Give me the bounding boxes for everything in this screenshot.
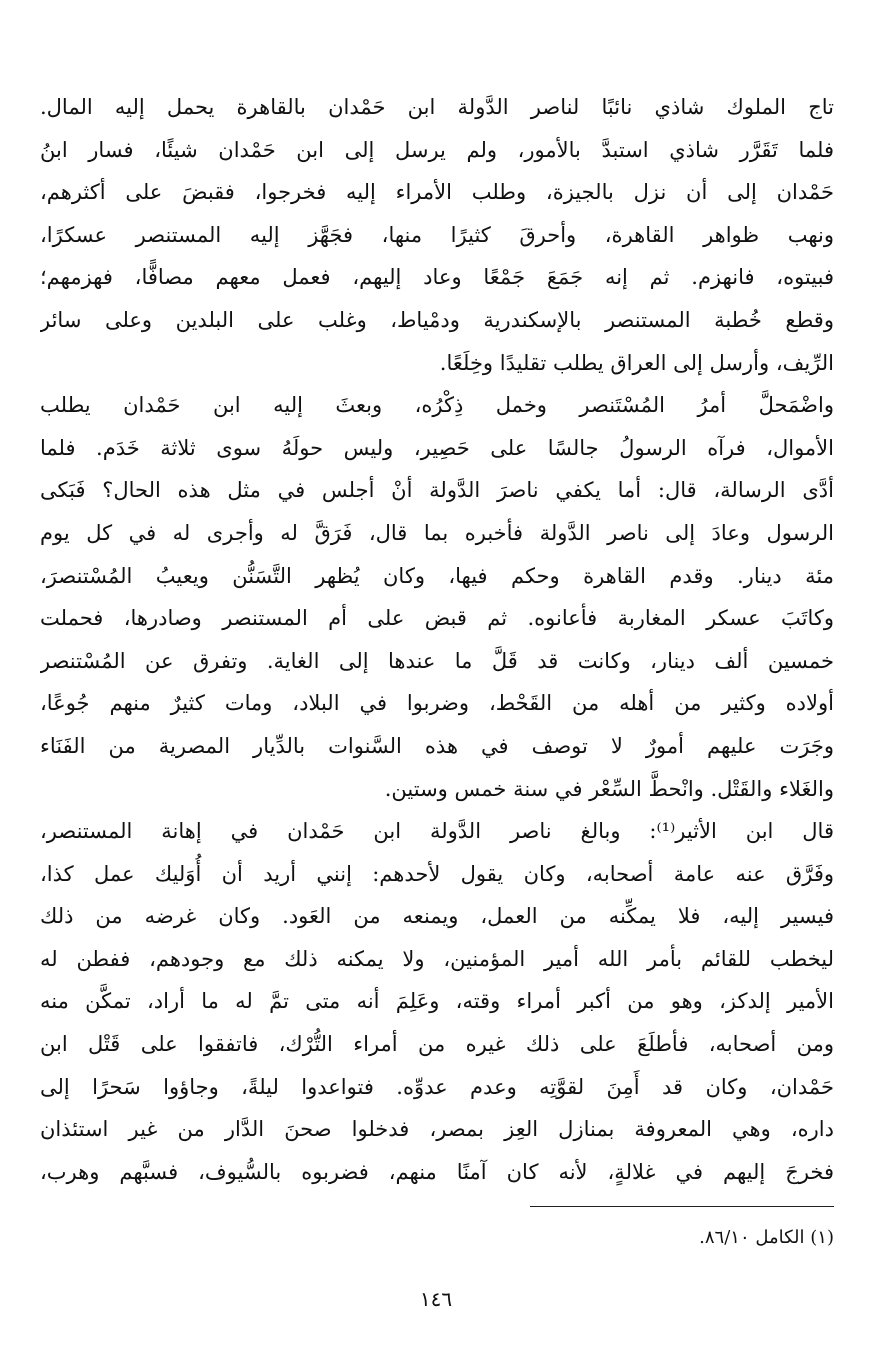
text-line: وكاتَبَ عسكر المغاربة فأعانوه. ثم قبض على أم المستنصر وصادرها، فحملت [40, 606, 834, 631]
text-line: الأموال، فرآه الرسولُ جالسًا على حَصِير، وليس حولَهُ سوى ثلاثة خَدَم. فلما [40, 435, 834, 460]
text-line: حَمْدان، وكان قد أَمِنَ لقوَّتِه وعدم عدوِّه. فتواعدوا ليلةً، وجاؤوا سَحرًا إلى [40, 1074, 834, 1099]
text-line: ومن أصحابه، فأطلَعَ على ذلك غيره من أمراء التُّرْك، فاتفقوا على قَتْل ابن [40, 1032, 834, 1057]
text-line: فبيتوه، فانهزم. ثم إنه جَمَعَ جَمْعًا وعاد إليهم، فعمل معهم مصافًّا، فهزمهم؛ [40, 265, 834, 290]
text-line: وقطع خُطبة المستنصر بالإسكندرية ودمْياط، وغلب على البلدين وعلى سائر [40, 307, 834, 332]
text-line: تاج الملوك شاذي نائبًا لناصر الدَّولة ابن حَمْدان بالقاهرة يحمل إليه المال. [40, 95, 834, 119]
footnote-divider [530, 1206, 834, 1207]
text-line: أدَّى الرسالة، قال: أما يكفي ناصرَ الدَّولة أنْ أجلس في مثل هذه الحال؟ فَبَكى [40, 478, 834, 503]
main-text [40, 86, 834, 1193]
text-line: الأمير إلدكز، وهو من أكبر أمراء وقته، وعَلِمَ أنه متى تمَّ له ما أراد، تمكَّن منه [40, 989, 834, 1014]
text-line: وجَرَت عليهم أمورٌ لا توصف في هذه السَّنوات بالدِّيار المصرية من الفَنَاء [40, 733, 834, 758]
text-line: وفَرَّق عنه عامة أصحابه، وكان يقول لأحدهم: إنني أريد أن أُوَليك عمل كذا، [40, 861, 834, 886]
text-line: داره، وهي المعروفة بمنازل العِز بمصر، فدخلوا صحنَ الدَّار من غير استئذان [40, 1117, 834, 1142]
text-line: فلما تَقَرَّر شاذي استبدَّ بالأمور، ولم يرسل إلى ابن حَمْدان شيئًا، فسار ابنُ [40, 137, 834, 162]
text-line: ليخطب للقائم بأمر الله أمير المؤمنين، ولا يمكنه ذلك مع وجودهم، ففطن له [40, 946, 834, 971]
text-line: أولاده وكثير من أهله من القَحْط، وضربوا في البلاد، ومات كثيرٌ منهم جُوعًا، [40, 691, 834, 716]
text-line: فيسير إليه، فلا يمكِّنه من العمل، ويمنعه من العَود. وكان غرضه من ذلك [40, 904, 834, 929]
text-line: ونهب ظواهر القاهرة، وأحرقَ كثيرًا منها، فجَهَّز إليه المستنصر عسكرًا، [40, 222, 834, 247]
text-line: حَمْدان إلى أن نزل بالجيزة، وطلب الأمراء إليه فخرجوا، فقبضَ على أكثرهم، [40, 180, 834, 205]
text-line: الرسول وعادَ إلى ناصر الدَّولة فأخبره بما قال، فَرَقَّ له وأجرى له في كل يوم [40, 520, 834, 545]
text-line: والغَلاء والقَتْل. وانْحطَّ السِّعْر في سنة خمس وستين. [384, 776, 834, 801]
text-line: الرِّيف، وأرسل إلى العراق يطلب تقليدًا وخِلَعًا. [439, 350, 834, 375]
text-line: واضْمَحلَّ أمرُ المُسْتَنصر وخمل ذِكْرُه، وبعثَ إليه ابن حَمْدان يطلب [40, 393, 834, 418]
text-line: خمسين ألف دينار، وكانت قد قَلَّ ما عندها إلى الغاية. وتفرق عن المُسْتنصر [40, 648, 834, 673]
text-line: قال ابن الأثير⁽¹⁾: وبالغ ناصر الدَّولة ابن حَمْدان في إهانة المستنصر، [40, 819, 834, 844]
footnote: (١) الكامل ٨٦/١٠. [699, 1227, 834, 1248]
text-line: مئة دينار. وقدم القاهرة وحكم فيها، وكان يُظهر التَّسَنُّن ويعيبُ المُسْتنصرَ، [40, 563, 834, 588]
page-number: ١٤٦ [419, 1287, 453, 1311]
text-line: فخرجَ إليهم في غلالةٍ، لأنه كان آمنًا منهم، فضربوه بالسُّيوف، فسبَّهم وهرب، [40, 1159, 834, 1184]
